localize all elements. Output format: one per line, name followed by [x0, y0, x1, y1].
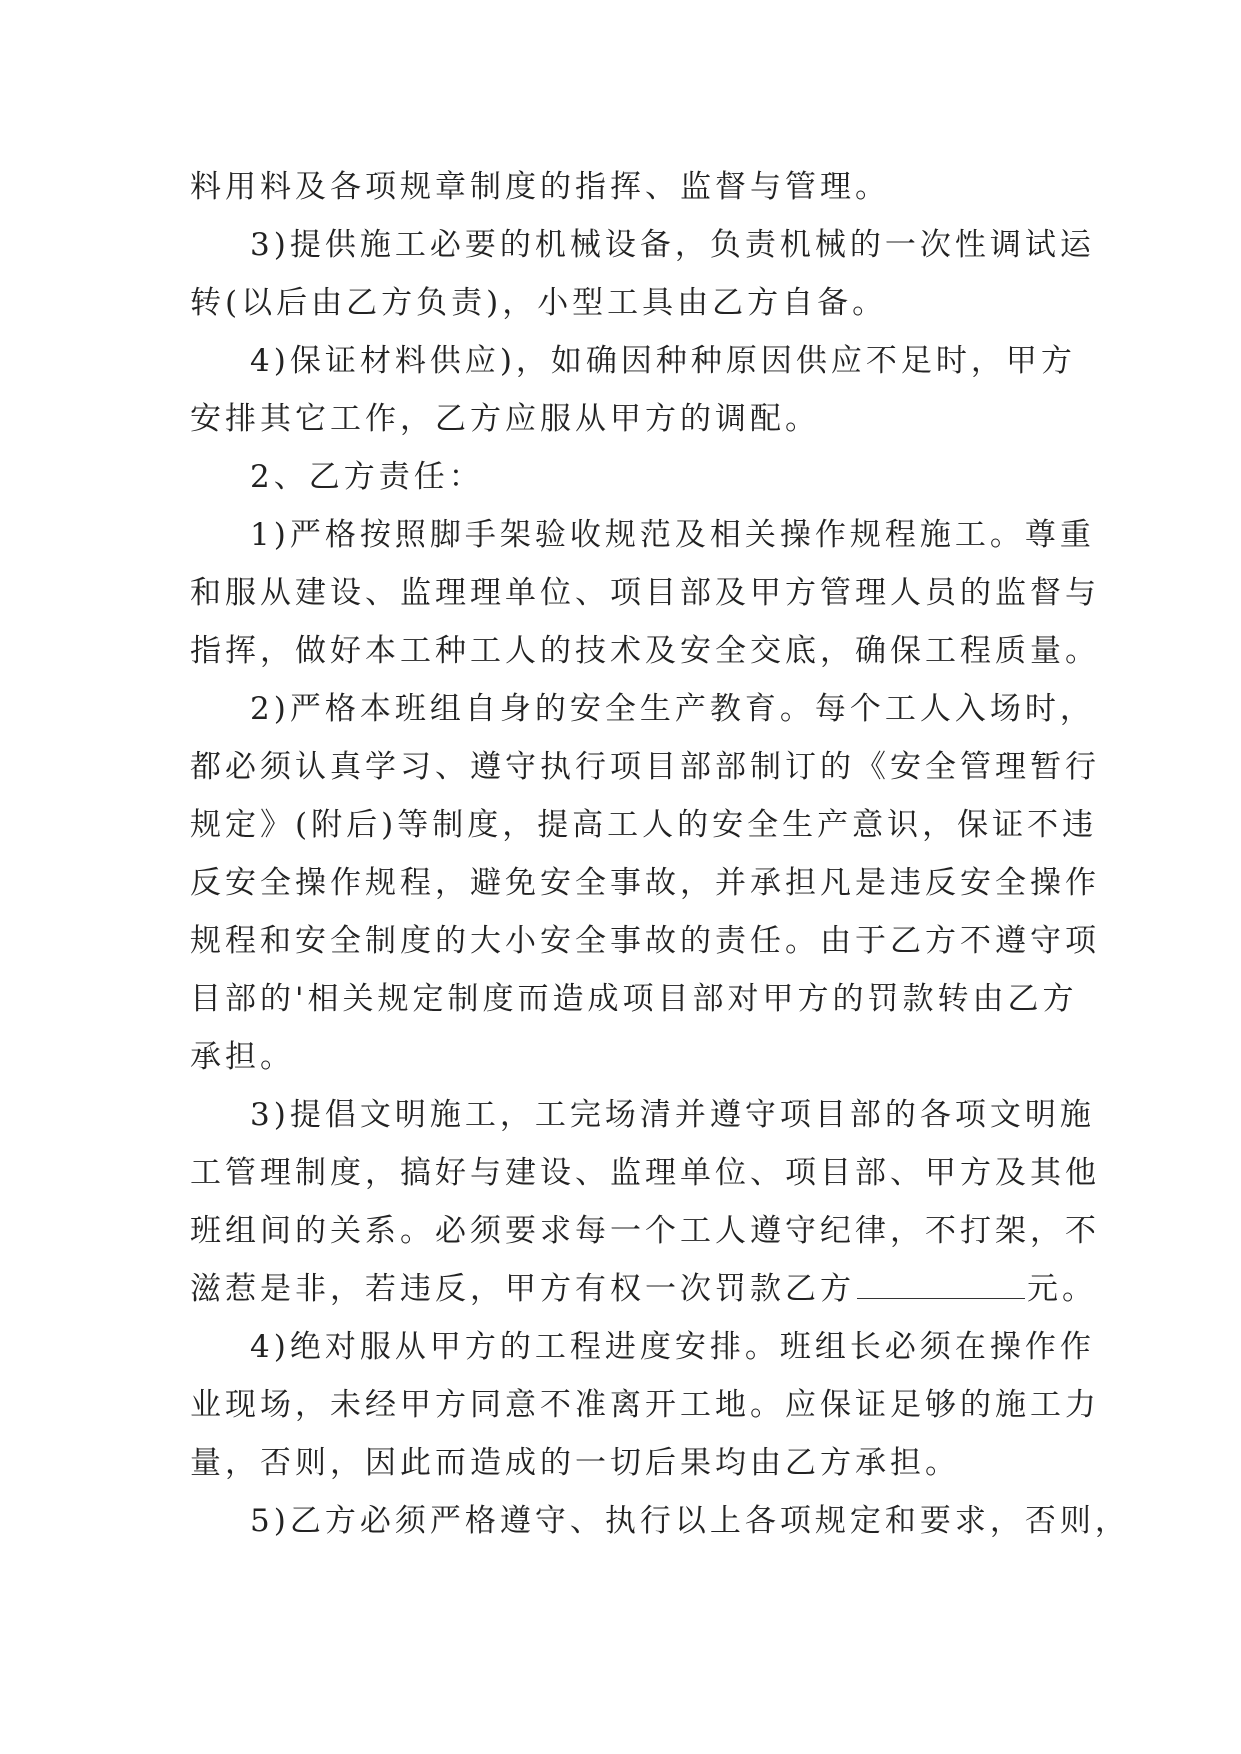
text-line: 业现场，未经甲方同意不准离开工地。应保证足够的施工力 [190, 1387, 1100, 1423]
clause-party-b-3: 3)提倡文明施工，工完场清并遵守项目部的各项文明施 [250, 1097, 1095, 1133]
text-line: 工管理制度，搞好与建设、监理单位、项目部、甲方及其他 [190, 1155, 1100, 1191]
penalty-line [190, 1260, 1097, 1318]
text-line: 规定》(附后)等制度，提高工人的安全生产意识，保证不违 [190, 807, 1098, 843]
clause-party-b-1: 1)严格按照脚手架验收规范及相关操作规程施工。尊重 [250, 517, 1095, 553]
text-line: 目部的'相关规定制度而造成项目部对甲方的罚款转由乙方 [190, 981, 1078, 1017]
text-line: 和服从建设、监理理单位、项目部及甲方管理人员的监督与 [190, 575, 1100, 611]
text-line: 指挥，做好本工种工人的技术及安全交底，确保工程质量。 [190, 633, 1100, 669]
clause-party-b-2: 2)严格本班组自身的安全生产教育。每个工人入场时， [250, 691, 1095, 727]
text-line: 班组间的关系。必须要求每一个工人遵守纪律，不打架，不 [190, 1213, 1100, 1249]
text-line: 承担。 [190, 1039, 295, 1075]
text-line: 转(以后由乙方负责)，小型工具由乙方自备。 [190, 285, 888, 321]
text-line: 规程和安全制度的大小安全事故的责任。由于乙方不遵守项 [190, 923, 1100, 959]
document-body [190, 158, 1130, 1550]
text-line: 都必须认真学习、遵守执行项目部部制订的《安全管理暂行 [190, 749, 1100, 785]
text-line: 量，否则，因此而造成的一切后果均由乙方承担。 [190, 1445, 960, 1481]
penalty-amount-blank [857, 1270, 1025, 1299]
penalty-text: 滋惹是非，若违反，甲方有权一次罚款乙方 [190, 1271, 855, 1307]
currency-unit: 元。 [1027, 1271, 1097, 1307]
clause-party-a-3: 3)提供施工必要的机械设备，负责机械的一次性调试运 [250, 227, 1095, 263]
section-heading-party-b: 2、乙方责任： [250, 459, 484, 495]
text-line: 反安全操作规程，避免安全事故，并承担凡是违反安全操作 [190, 865, 1100, 901]
clause-party-b-5: 5)乙方必须严格遵守、执行以上各项规定和要求，否则， [250, 1503, 1130, 1539]
text-line: 安排其它工作，乙方应服从甲方的调配。 [190, 401, 820, 437]
clause-party-a-4: 4)保证材料供应)，如确因种种原因供应不足时，甲方 [250, 343, 1076, 379]
text-line: 料用料及各项规章制度的指挥、监督与管理。 [190, 169, 890, 205]
clause-party-b-4: 4)绝对服从甲方的工程进度安排。班组长必须在操作作 [250, 1329, 1095, 1365]
